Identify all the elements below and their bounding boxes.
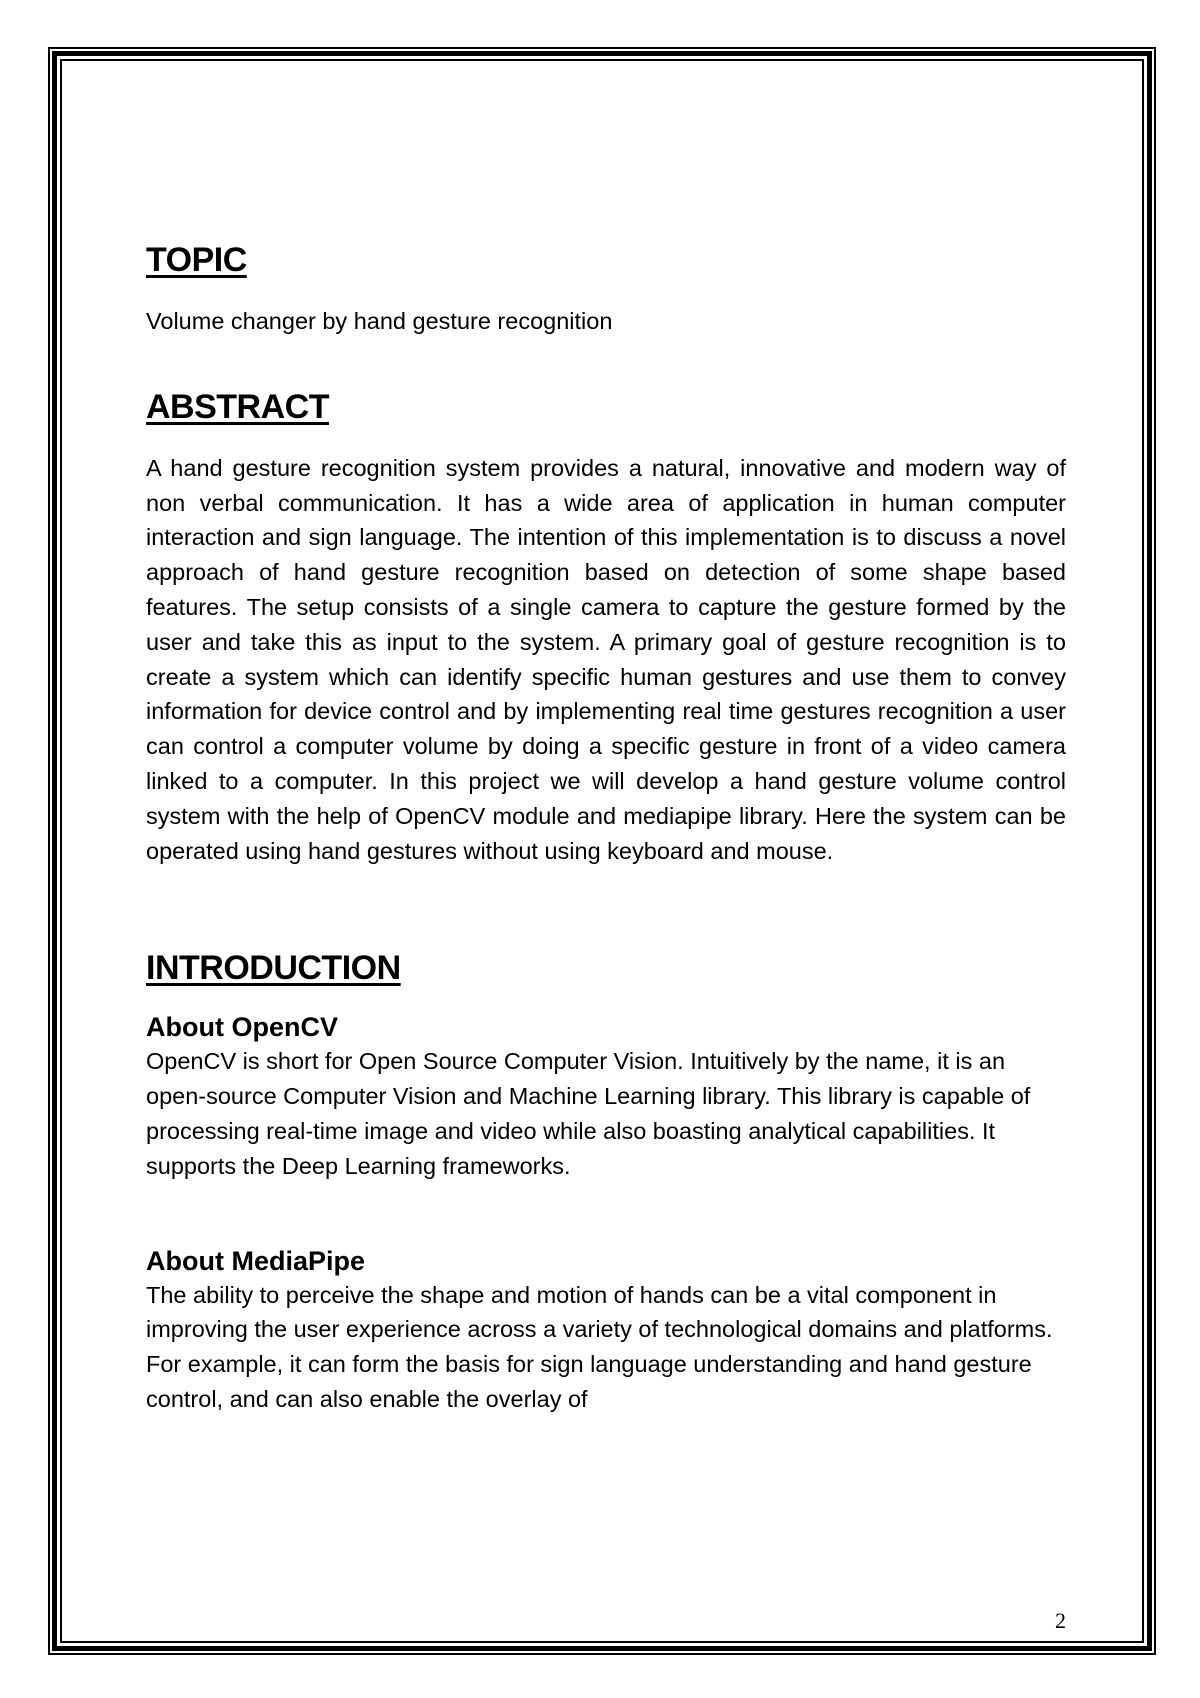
page-number: 2 xyxy=(1055,1608,1066,1633)
topic-heading: TOPIC xyxy=(146,241,247,279)
introduction-heading: INTRODUCTION xyxy=(146,949,401,988)
page-content xyxy=(146,240,1066,1417)
abstract-text: A hand gesture recognition system provides a natural, innovative and modern way of non verbal communication. It has a wide area of application in human computer interaction and sign language. The intention of this implementation is to discuss a novel approach of hand gesture recognition based on detection of some shape based features. The setup consists of a single camera to capture the gesture formed by the user and take this as input to the system. A primary goal of gesture recognition is to create a system which can identify specific human gestures and use them to convey information for device control and by implementing real time gestures recognition a user can control a computer volume by doing a specific gesture in front of a video camera linked to a computer. In this project we will develop a hand gesture volume control system with the help of OpenCV module and mediapipe library. Here the system can be operated using hand gestures without using keyboard and mouse. xyxy=(146,454,1066,864)
topic-text: Volume changer by hand gesture recognition xyxy=(146,308,613,334)
abstract-heading: ABSTRACT xyxy=(146,387,329,426)
about-mediapipe-text: The ability to perceive the shape and motion of hands can be a vital component in improving the user experience across a variety of technological domains and platforms. For example, it can form the basis for sign language understanding and hand gesture control, and can also enable the overlay of xyxy=(146,1281,1053,1412)
about-mediapipe-title: About MediaPipe xyxy=(146,1245,366,1276)
about-opencv-text: OpenCV is short for Open Source Computer Vision. Intuitively by the name, it is an open-source Computer Vision and Machine Learning library. This library is capable of processing real-time image and video while also boasting analytical capabilities. It supports the Deep Learning frameworks. xyxy=(146,1048,1031,1179)
about-opencv-title: About OpenCV xyxy=(146,1012,338,1043)
